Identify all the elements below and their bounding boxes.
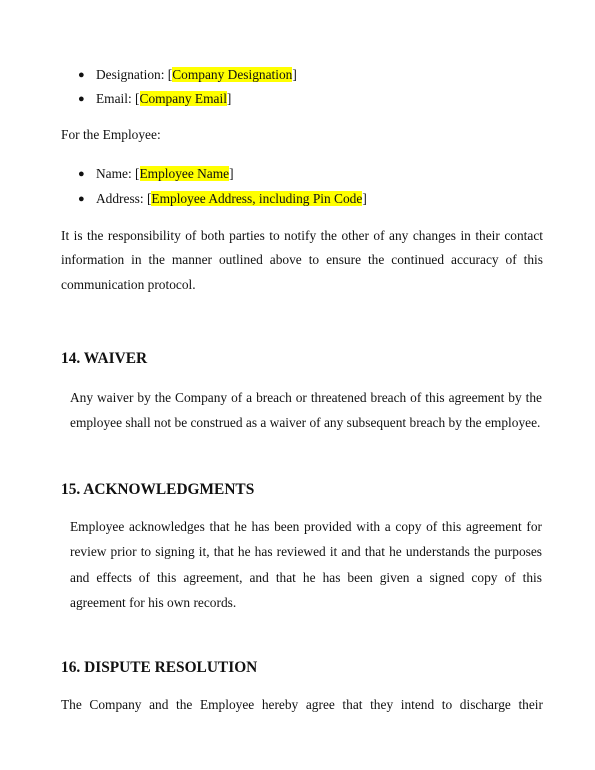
notice-paragraph: It is the responsibility of both parties to notify the other of any changes in their contact information in the manner outlined above to ensure the continued accuracy of this communication protocol. bbox=[61, 228, 543, 292]
placeholder-highlight: Company Email bbox=[139, 91, 227, 106]
list-item-text bbox=[96, 63, 297, 87]
bullet-icon: ● bbox=[78, 168, 85, 180]
dispute-resolution-paragraph: The Company and the Employee hereby agree that they intend to discharge their bbox=[61, 697, 543, 712]
placeholder-highlight: Employee Address, including Pin Code bbox=[151, 191, 363, 206]
placeholder-highlight: Employee Name bbox=[139, 166, 230, 181]
bullet-icon: ● bbox=[78, 69, 85, 81]
list-item-text bbox=[96, 87, 231, 111]
field-label: Address: [ bbox=[96, 191, 152, 206]
field-bracket: ] bbox=[226, 91, 232, 106]
section-heading-acknowledgments: 15. ACKNOWLEDGMENTS bbox=[61, 481, 255, 498]
section-heading-dispute-resolution: 16. DISPUTE RESOLUTION bbox=[61, 659, 258, 676]
field-bracket: ] bbox=[229, 166, 234, 181]
bullet-icon: ● bbox=[78, 93, 85, 105]
waiver-paragraph: Any waiver by the Company of a breach or threatened breach of this agreement by the employee shall not be construed as a waiver of any subsequent breach by the employee. bbox=[70, 390, 542, 431]
section-heading-waiver: 14. WAIVER bbox=[61, 350, 148, 367]
for-employee-label: For the Employee: bbox=[61, 127, 161, 142]
list-item-text bbox=[96, 187, 367, 211]
field-bracket: ] bbox=[292, 67, 297, 82]
field-label: Name: [ bbox=[96, 166, 140, 181]
acknowledgments-paragraph: Employee acknowledges that he has been provided with a copy of this agreement for review prior to signing it, that he has reviewed it and that he understands the purposes and effects of this agreement, and that he has been given a signed copy of this agreement for his own records. bbox=[70, 519, 542, 611]
bullet-icon: ● bbox=[78, 193, 85, 205]
list-item-text bbox=[96, 162, 234, 186]
field-label: Email: [ bbox=[96, 91, 140, 106]
placeholder-highlight: Company Designation bbox=[172, 67, 293, 82]
field-label: Designation: [ bbox=[96, 67, 173, 82]
field-bracket: ] bbox=[362, 191, 367, 206]
